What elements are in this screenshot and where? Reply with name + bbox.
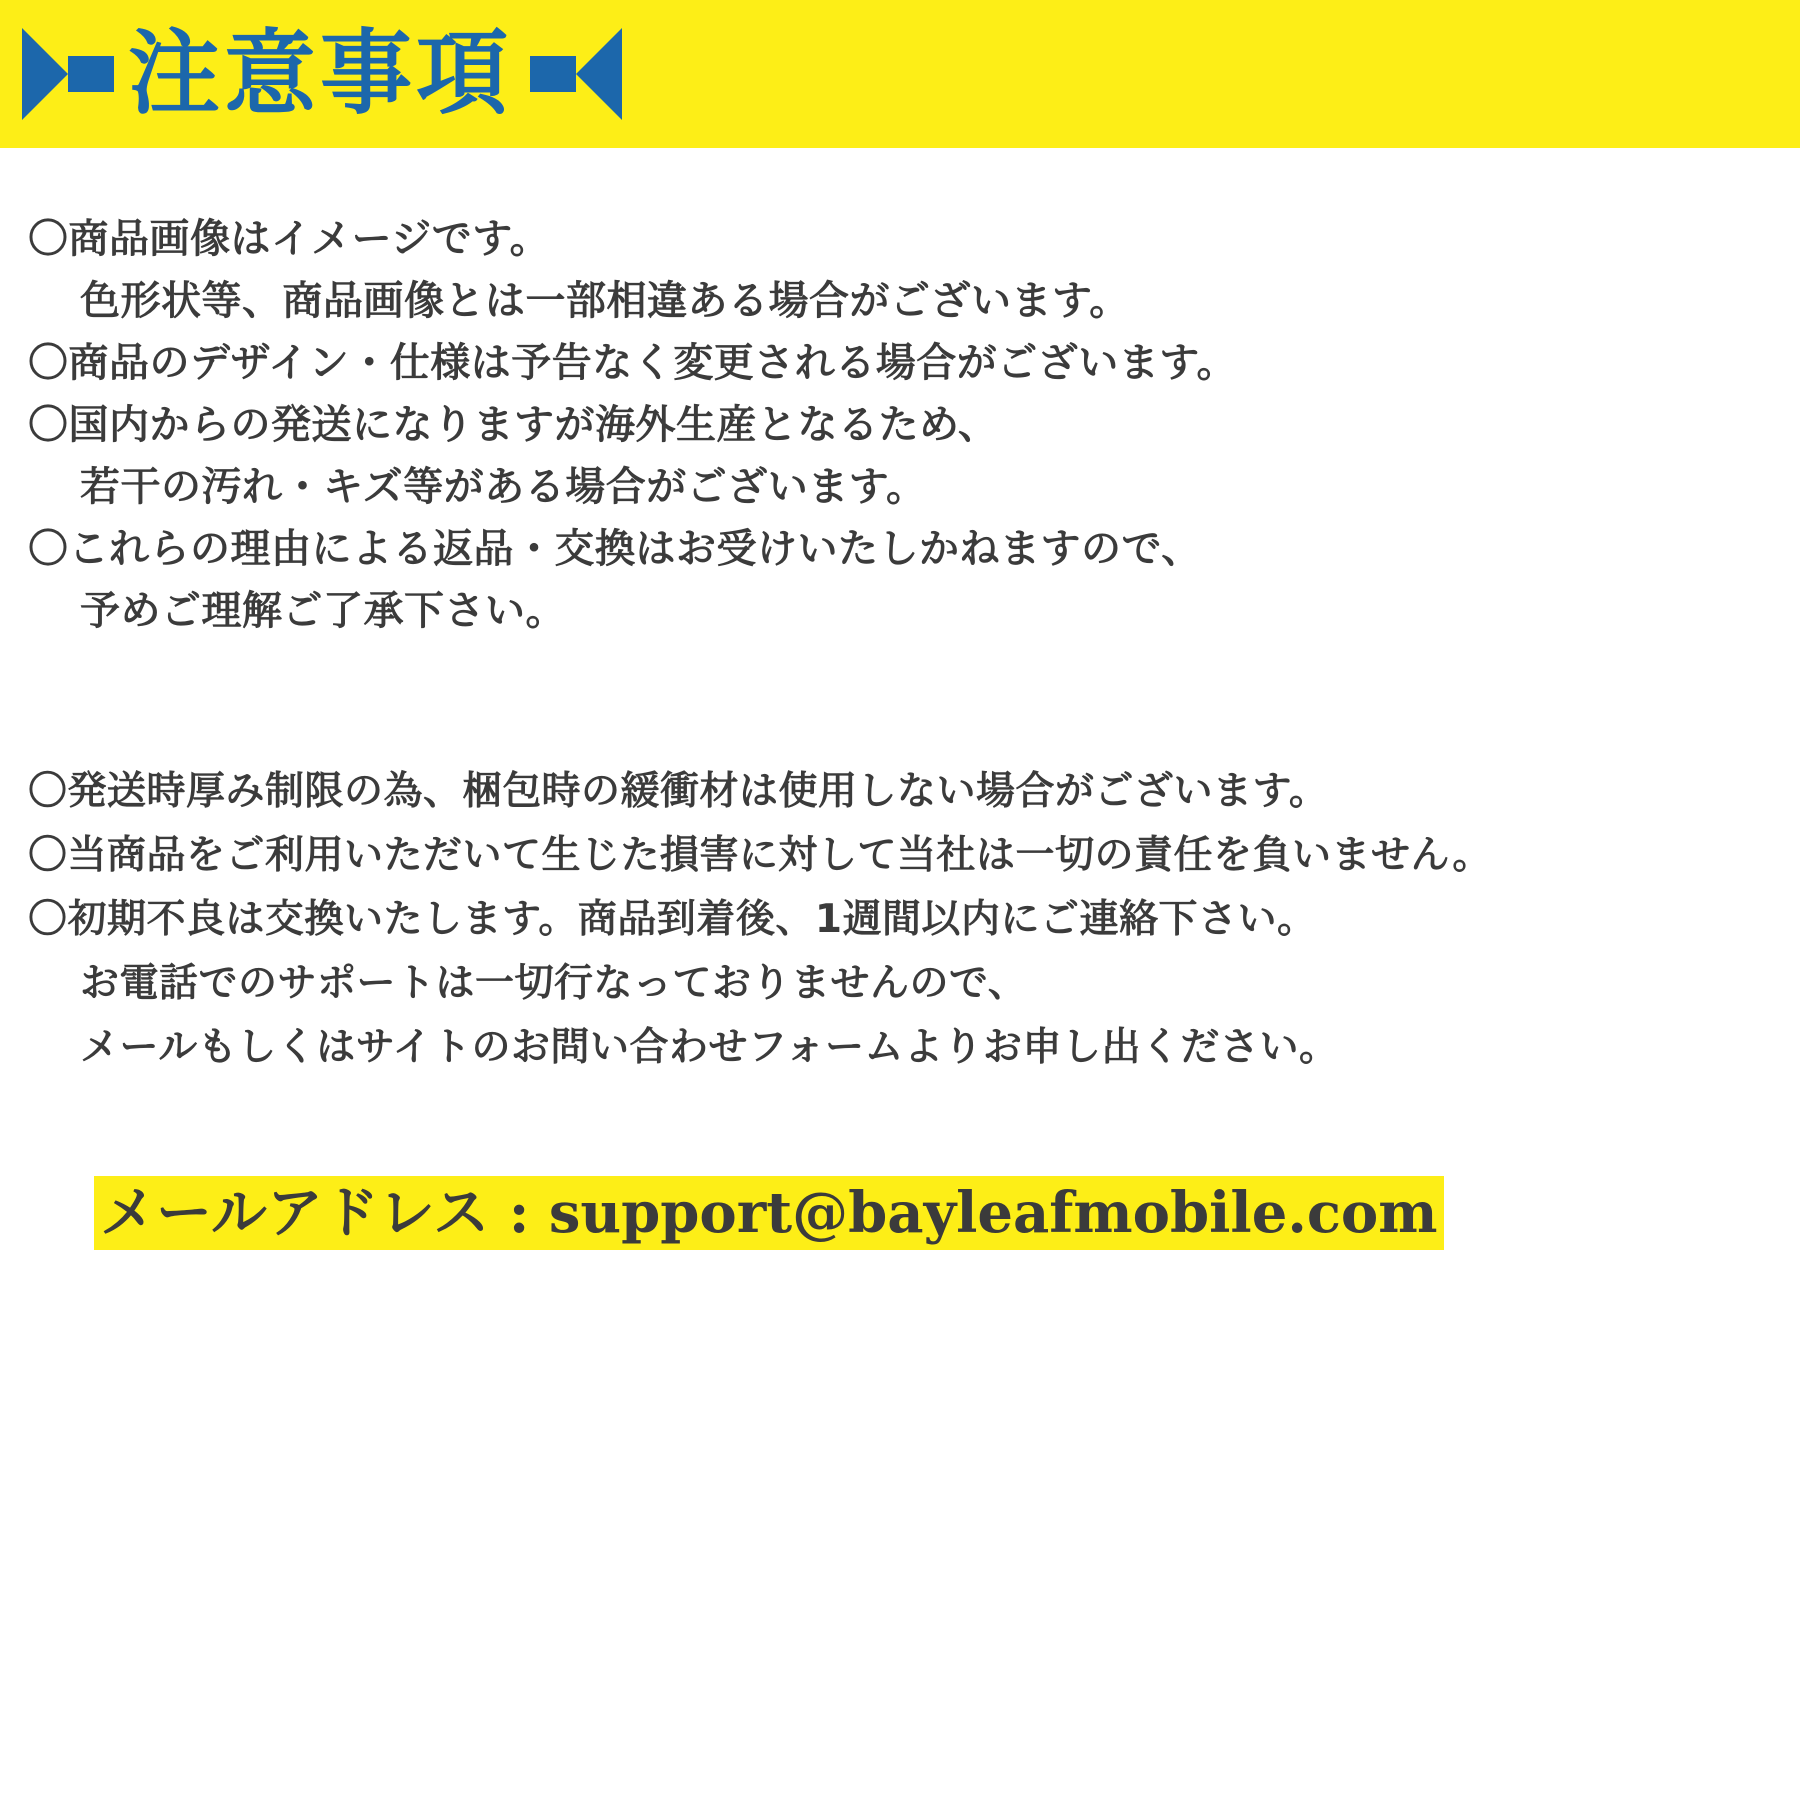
notice-line: お電話でのサポートは一切行なっておりませんので、 <box>80 961 1028 1006</box>
notice-line: メールもしくはサイトのお問い合わせフォームよりお申し出ください。 <box>80 1025 1339 1070</box>
notice-group-2 <box>28 760 1760 1080</box>
notice-line: 予めご理解ご了承下さい。 <box>80 588 566 634</box>
header-banner <box>0 0 1800 148</box>
notice-line: 〇発送時厚み制限の為、梱包時の緩衝材は使用しない場合がございます。 <box>28 769 1329 814</box>
page-title: 注意事項 <box>128 20 513 127</box>
arrow-right-tail-icon <box>68 56 114 92</box>
notice-line: 〇当商品をご利用いただいて生じた損害に対して当社は一切の責任を負いません。 <box>28 833 1492 878</box>
notice-content <box>0 148 1800 1250</box>
notice-group-1 <box>28 208 1760 642</box>
arrow-left-icon <box>576 28 622 120</box>
notice-line: 色形状等、商品画像とは一部相違ある場合がございます。 <box>80 278 1130 324</box>
notice-line: 〇商品画像はイメージです。 <box>28 216 551 262</box>
support-email-text: メールアドレス : support@bayleafmobile.com <box>94 1176 1444 1250</box>
notice-line: 〇初期不良は交換いたします。商品到着後、1週間以内にご連絡下さい。 <box>28 897 1317 942</box>
notice-line: 若干の汚れ・キズ等がある場合がございます。 <box>80 464 927 510</box>
arrow-left-tail-icon <box>530 56 576 92</box>
notice-line: 〇国内からの発送になりますが海外生産となるため、 <box>28 402 999 448</box>
notice-line: 〇商品のデザイン・仕様は予告なく変更される場合がございます。 <box>28 340 1237 386</box>
header-inner <box>0 0 622 148</box>
email-footer <box>28 1176 1760 1250</box>
arrow-right-icon <box>22 28 68 120</box>
notice-line: 〇これらの理由による返品・交換はお受けいたしかねますので、 <box>28 526 1202 572</box>
